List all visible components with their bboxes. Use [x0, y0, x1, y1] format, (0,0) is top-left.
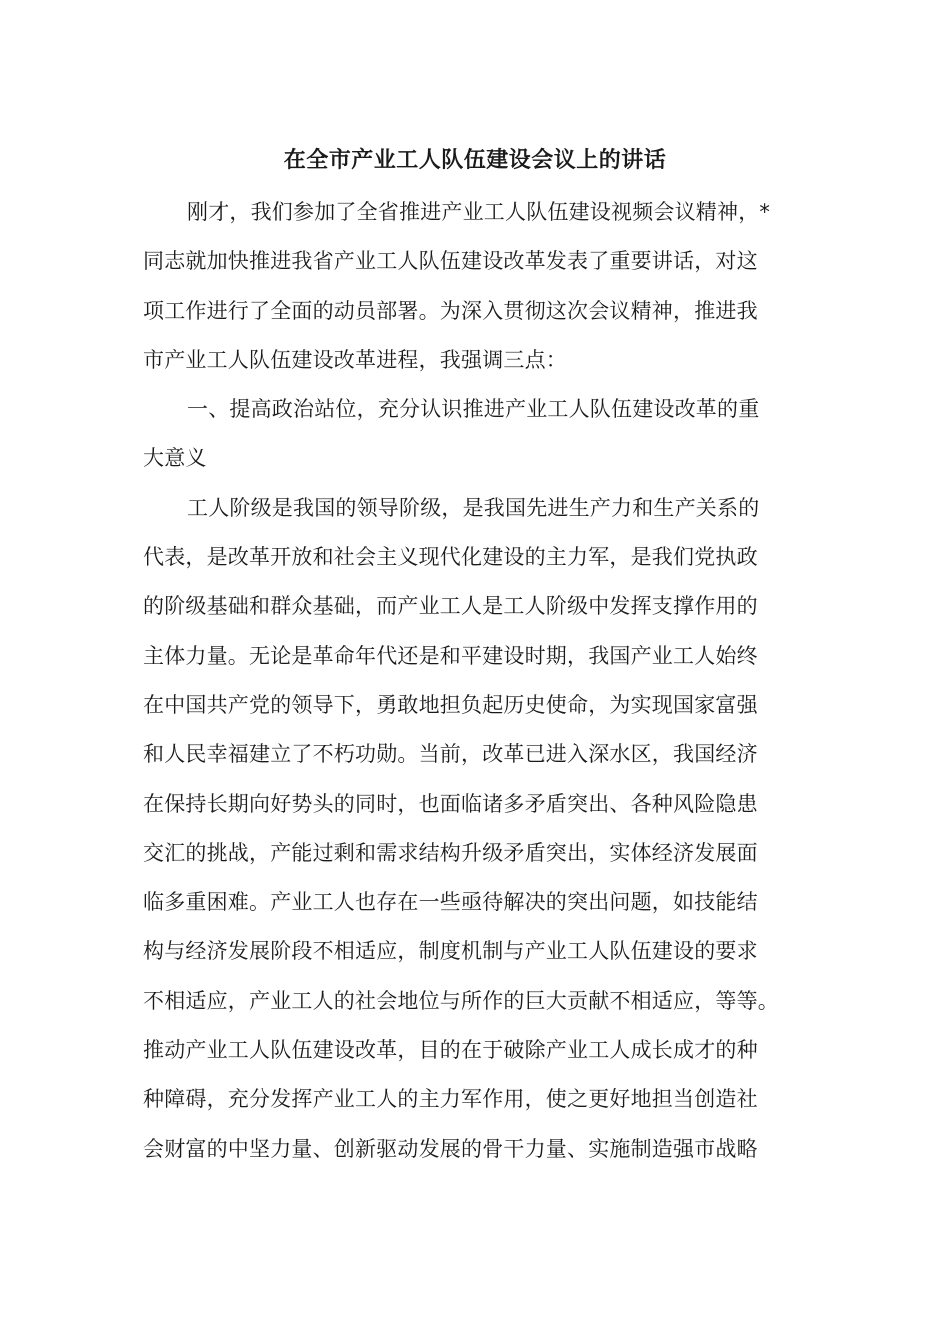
paragraph-line: 的阶级基础和群众基础，而产业工人是工人阶级中发挥支撑作用的 [143, 594, 758, 619]
document-body [143, 188, 815, 1174]
section-heading-line: 大意义 [143, 446, 207, 471]
paragraph-line: 项工作进行了全面的动员部署。为深入贯彻这次会议精神，推进我 [143, 298, 758, 323]
paragraph-line: 推动产业工人队伍建设改革，目的在于破除产业工人成长成才的种 [143, 1038, 758, 1063]
paragraph-line: 临多重困难。产业工人也存在一些亟待解决的突出问题，如技能结 [143, 890, 758, 915]
paragraph-line: 在中国共产党的领导下，勇敢地担负起历史使命，为实现国家富强 [143, 692, 758, 717]
paragraph-line: 刚才，我们参加了全省推进产业工人队伍建设视频会议精神，* [187, 200, 771, 224]
paragraph-line: 同志就加快推进我省产业工人队伍建设改革发表了重要讲话，对这 [143, 249, 758, 274]
paragraph-line: 会财富的中坚力量、创新驱动发展的骨干力量、实施制造强市战略 [143, 1136, 758, 1161]
paragraph-line: 不相适应，产业工人的社会地位与所作的巨大贡献不相适应，等等。 [143, 988, 779, 1013]
paragraph-line: 代表，是改革开放和社会主义现代化建设的主力军，是我们党执政 [143, 545, 758, 570]
paragraph-line: 在保持长期向好势头的同时，也面临诸多矛盾突出、各种风险隐患 [143, 791, 758, 816]
paragraph-line: 主体力量。无论是革命年代还是和平建设时期，我国产业工人始终 [143, 643, 758, 668]
paragraph-line: 工人阶级是我国的领导阶级，是我国先进生产力和生产关系的 [187, 495, 760, 520]
paragraph-line: 种障碍，充分发挥产业工人的主力军作用，使之更好地担当创造社 [143, 1087, 758, 1112]
document-title: 在全市产业工人队伍建设会议上的讲话 [283, 148, 667, 173]
section-heading-line: 一、提高政治站位，充分认识推进产业工人队伍建设改革的重 [187, 397, 760, 422]
paragraph-line: 市产业工人队伍建设改革进程，我强调三点： [143, 347, 567, 372]
paragraph-line: 和人民幸福建立了不朽功勋。当前，改革已进入深水区，我国经济 [143, 742, 758, 767]
paragraph-line: 交汇的挑战，产能过剩和需求结构升级矛盾突出，实体经济发展面 [143, 840, 758, 865]
paragraph-line: 构与经济发展阶段不相适应，制度机制与产业工人队伍建设的要求 [143, 939, 758, 964]
